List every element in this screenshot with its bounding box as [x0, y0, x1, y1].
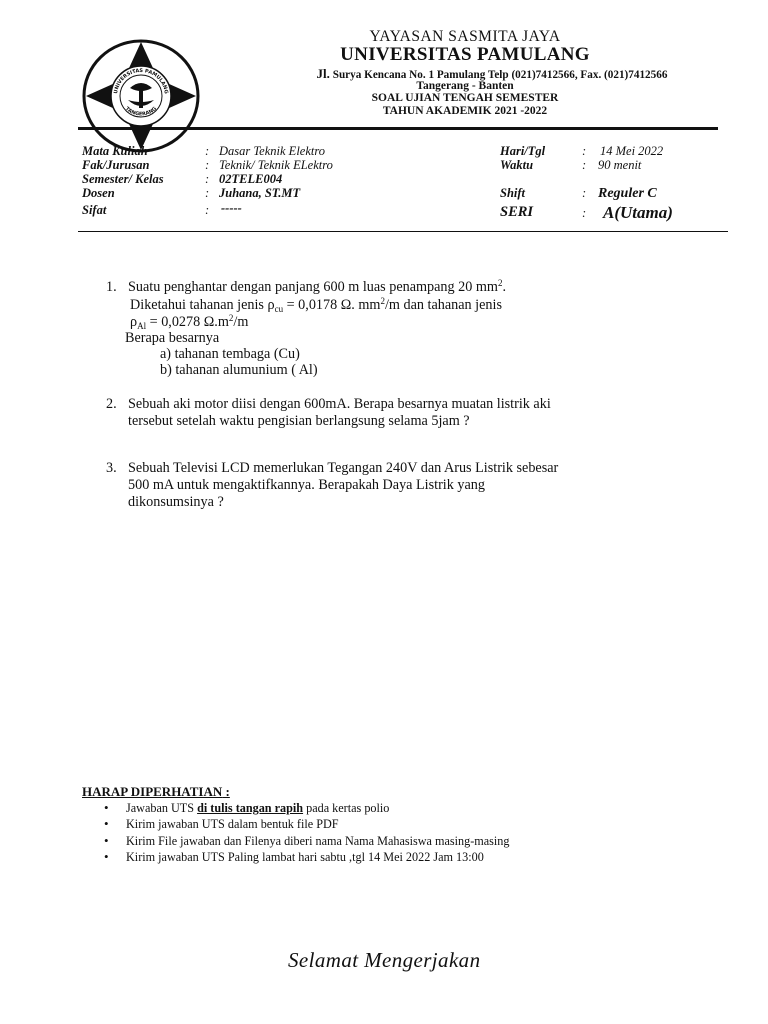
question-1-number: 1. — [106, 279, 117, 295]
question-2-line-1: Sebuah aki motor diisi dengan 600mA. Berapa besarnya muatan listrik aki — [128, 396, 551, 412]
logo-text-bottom: TANGERANG — [123, 105, 158, 118]
university-city: Tangerang - Banten — [416, 80, 514, 92]
university-name: UNIVERSITAS PAMULANG — [340, 44, 590, 65]
info-label-series: SERI — [500, 204, 534, 220]
info-value-date: 14 Mei 2022 — [600, 144, 664, 158]
exam-title: SOAL UJIAN TENGAH SEMESTER — [371, 92, 559, 104]
question-1-line-2: Diketahui tahanan jenis $\rho_{cu} = 0,0178$ Ω. $mm^2/m$ dan tahanan jenis — [130, 296, 502, 314]
foundation-name: YAYASAN SASMITA JAYA — [369, 28, 561, 45]
address-text: Surya Kencana No. 1 Pamulang Telp (021)7412566, Fax. (021)7412566 — [332, 69, 668, 81]
question-1-option-a: a) tahanan tembaga (Cu) — [160, 346, 300, 362]
question-1-option-b: b) tahanan alumunium ( Al) — [160, 362, 318, 378]
info-value-lecturer: Juhana, ST.MT — [219, 186, 301, 200]
question-3-line-3: dikonsumsinya ? — [128, 494, 224, 510]
info-value-nature: ----- — [221, 201, 242, 215]
notes-item: • Kirim jawaban UTS Paling lambat hari sabtu ,tgl 14 Mei 2022 Jam 13:00 — [104, 849, 509, 865]
academic-year: TAHUN AKADEMIK 2021 -2022 — [382, 105, 548, 117]
info-colon: : — [205, 172, 210, 186]
logo-text-top: UNIVERSITAS PAMULANG — [113, 67, 169, 95]
info-label-lecturer: Dosen — [82, 186, 115, 200]
info-value-faculty: Teknik/ Teknik ELektro — [219, 158, 333, 172]
question-2-line-2: tersebut setelah waktu pengisian berlangsung selama 5jam ? — [128, 413, 470, 429]
info-colon: : — [582, 206, 587, 220]
info-colon: : — [205, 186, 210, 200]
info-colon: : — [205, 144, 210, 158]
question-1-line-3: $\rho_{Al} = 0,0278$ $\Omega.m^2/m$ — [130, 313, 249, 331]
question-1-line-1: Suatu penghantar dengan panjang 600 m luas penampang 20 $mm^2$. — [128, 278, 507, 295]
notes-emphasis: di tulis tangan rapih — [197, 801, 304, 815]
notes-item: • Kirim File jawaban dan Filenya diberi nama Nama Mahasiswa masing-masing — [104, 833, 509, 849]
info-label-faculty: Fak/Jurusan — [82, 158, 150, 172]
info-colon: : — [205, 158, 210, 172]
info-value-shift: Reguler C — [598, 186, 657, 201]
info-value-semester: 02TELE004 — [219, 172, 283, 186]
info-colon: : — [205, 203, 210, 217]
notes-list — [104, 800, 509, 865]
info-divider — [78, 231, 728, 232]
question-3-line-2: 500 mA untuk mengaktifkannya. Berapakah Daya Listrik yang — [128, 477, 485, 493]
info-label-course: Mata Kuliah — [82, 144, 148, 158]
info-label-date: Hari/Tgl — [500, 144, 546, 158]
info-colon: : — [582, 186, 587, 200]
info-label-duration: Waktu — [500, 158, 534, 172]
question-3-number: 3. — [106, 460, 117, 476]
info-label-shift: Shift — [500, 186, 526, 200]
notes-item: • Jawaban UTS di tulis tangan rapih pada kertas polio — [104, 800, 509, 816]
question-1-line-4: Berapa besarnya — [125, 330, 220, 346]
info-value-series: A(Utama) — [603, 203, 673, 222]
info-value-course: Dasar Teknik Elektro — [219, 144, 326, 158]
header-divider — [78, 127, 718, 130]
question-3-line-1: Sebuah Televisi LCD memerlukan Tegangan 240V dan Arus Listrik sebesar — [128, 460, 559, 476]
university-logo — [82, 38, 200, 154]
info-colon: : — [582, 144, 587, 158]
info-value-duration: 90 menit — [598, 158, 642, 172]
info-label-semester: Semester/ Kelas — [82, 172, 164, 186]
closing-text: Selamat Mengerjakan — [288, 948, 481, 972]
question-2-number: 2. — [106, 396, 117, 412]
info-label-nature: Sifat — [82, 203, 107, 217]
address-prefix: Jl. — [316, 66, 330, 81]
notes-title: HARAP DIPERHATIAN : — [82, 784, 230, 799]
notes-item: • Kirim jawaban UTS dalam bentuk file PDF — [104, 816, 509, 832]
info-colon: : — [582, 158, 587, 172]
